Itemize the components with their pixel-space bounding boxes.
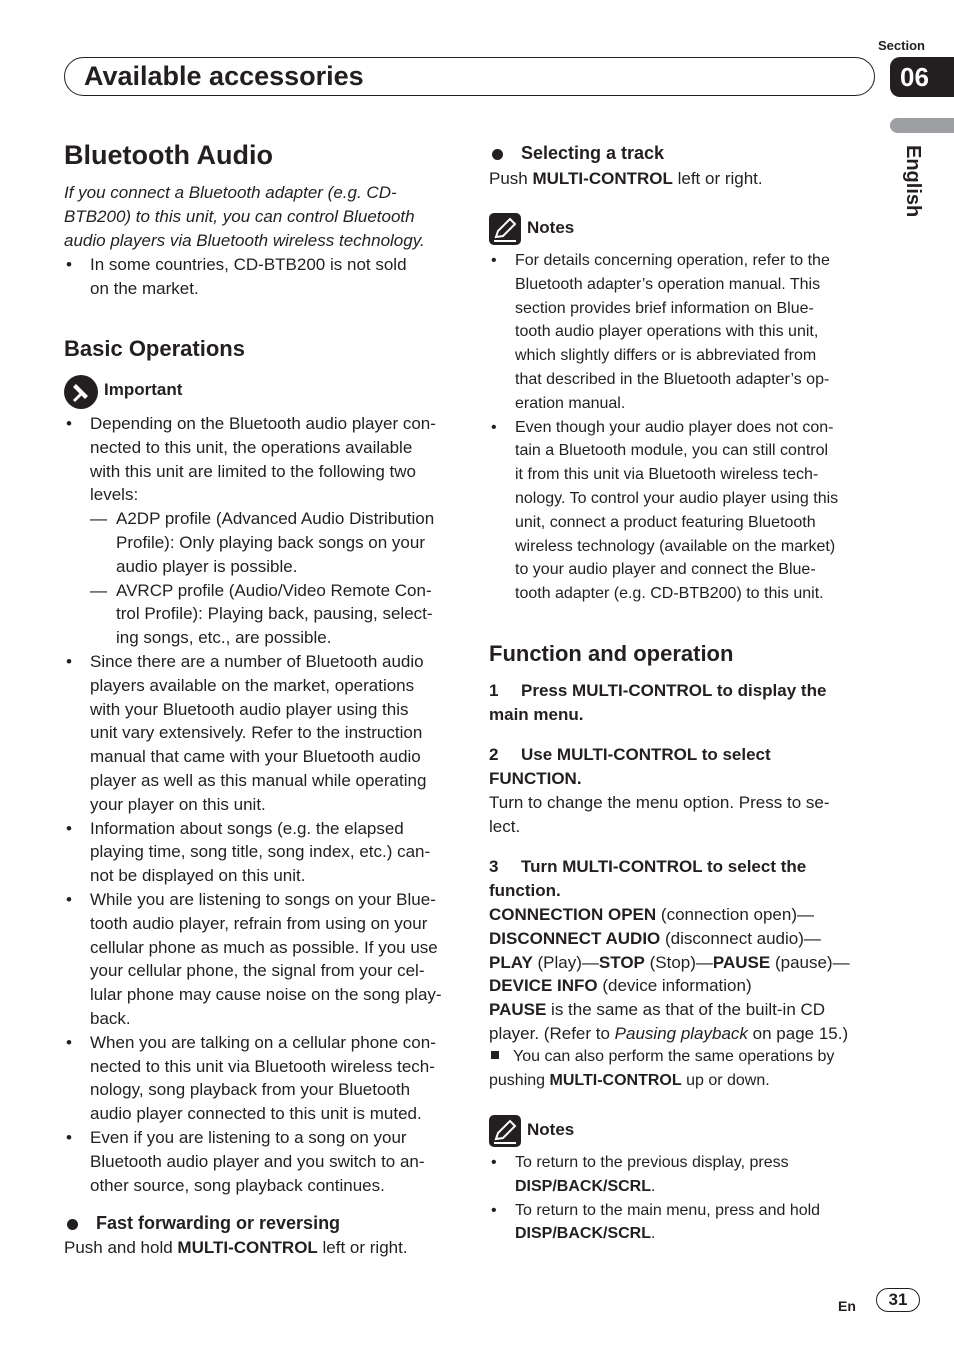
sub-list-item: — AVRCP profile (Audio/Video Remote Con- trol Profile): Playing back, pausing, select- ing songs, etc., are possible. bbox=[90, 579, 456, 650]
function-list: CONNECTION OPEN (connection open)— DISCONNECT AUDIO (disconnect audio)— PLAY (Play)—STOP (Stop)—PAUSE (pause)— DEVICE INFO (device information) PAUSE is the same as that of the built-in CD player. (Refer to Pausing playback on page 15.) bbox=[489, 905, 850, 1043]
notes-icon bbox=[489, 1115, 521, 1147]
sub-list bbox=[90, 507, 456, 650]
fast-forward-heading: Fast forwarding or reversing bbox=[96, 1213, 341, 1233]
basic-operations-heading: Basic Operations bbox=[64, 336, 245, 361]
page-title: Bluetooth Audio bbox=[64, 140, 273, 170]
list-item: • To return to the main menu, press and hold DISP/BACK/SCRL. bbox=[489, 1199, 874, 1247]
section-label: Section bbox=[878, 38, 925, 53]
page-number: 31 bbox=[876, 1288, 920, 1312]
heading-dot-icon bbox=[67, 1219, 78, 1230]
sub-list-item: — A2DP profile (Advanced Audio Distribution Profile): Only playing back songs on your audio player is possible. bbox=[90, 507, 456, 578]
language-tab bbox=[890, 118, 954, 133]
list-item: • In some countries, CD-BTB200 is not sold on the market. bbox=[64, 253, 456, 301]
notes-list bbox=[489, 249, 874, 606]
list-item: • Depending on the Bluetooth audio player con- nected to this unit, the operations available with this unit are limited to the following two levels: — A2DP profile (Advanced Audio Distribution Profile): Only playing back songs on your audio player is possible. — AVRCP profile (Audio/Video Remote Con- trol Profile): Playing back, pausing, select- ing songs, etc., are possible. bbox=[64, 412, 456, 650]
list-item: • To return to the previous display, press DISP/BACK/SCRL. bbox=[489, 1151, 874, 1199]
language-code: En bbox=[838, 1298, 856, 1314]
list-item: • Even if you are listening to a song on your Bluetooth audio player and you switch to an- other source, song playback continues. bbox=[64, 1126, 456, 1197]
list-item: • Since there are a number of Bluetooth audio players available on the market, operations with your Bluetooth audio player using this unit vary extensively. Refer to the instruction manual that came with your Bluetooth audio player as well as this manual while operating your player on this unit. bbox=[64, 650, 456, 817]
intro-paragraph: If you connect a Bluetooth adapter (e.g. CD- BTB200) to this unit, you can control Bluetooth audio players via Bluetooth wireless technology. bbox=[64, 183, 425, 250]
important-label: Important bbox=[104, 380, 183, 399]
list-item: • While you are listening to songs on your Blue- tooth audio player, refrain from using on your cellular phone as much as possible. If you use your cellular phone, the signal from your cel- lular phone may cause noise on the song play- back. bbox=[64, 888, 456, 1031]
function-operation-heading: Function and operation bbox=[489, 641, 734, 666]
important-icon bbox=[64, 375, 98, 409]
notes-label: Notes bbox=[527, 1120, 575, 1139]
list-item: • For details concerning operation, refer to the Bluetooth adapter’s operation manual. This section provides brief information on Blue- tooth audio player operations with this unit, which slightly differs or is abbreviated from that described in the Bluetooth adapter’s op- eration manual. bbox=[489, 249, 874, 416]
notes-list-2 bbox=[489, 1151, 874, 1246]
intro-bullet-list bbox=[64, 253, 456, 301]
square-bullet-icon bbox=[491, 1051, 499, 1059]
select-track-heading: Selecting a track bbox=[521, 143, 665, 163]
square-note: You can also perform the same operations by pushing MULTI-CONTROL up or down. bbox=[489, 1048, 835, 1089]
list-item: • Information about songs (e.g. the elapsed playing time, song title, song index, etc.) can- not be displayed on this unit. bbox=[64, 817, 456, 888]
language-label: English bbox=[902, 145, 924, 218]
list-item: • When you are talking on a cellular phone con- nected to this unit via Bluetooth wireless tech- nology, song playback from your Bluetooth audio player connected to this unit is muted. bbox=[64, 1031, 456, 1126]
heading-dot-icon bbox=[492, 149, 503, 160]
notes-label: Notes bbox=[527, 218, 575, 237]
important-bullet-list bbox=[64, 412, 456, 1197]
step-1: 1 Press MULTI-CONTROL to display the main menu. bbox=[489, 681, 827, 724]
step-2: 2 Use MULTI-CONTROL to select FUNCTION. bbox=[489, 745, 771, 788]
step-3: 3 Turn MULTI-CONTROL to select the function. bbox=[489, 857, 807, 900]
chapter-title: Available accessories bbox=[84, 61, 364, 91]
step-2-body: Turn to change the menu option. Press to se- lect. bbox=[489, 793, 830, 836]
section-number-badge: 06 bbox=[890, 57, 954, 97]
select-track-text: Push MULTI-CONTROL left or right. bbox=[489, 169, 763, 188]
fast-forward-text: Push and hold MULTI-CONTROL left or right. bbox=[64, 1238, 408, 1257]
notes-icon bbox=[489, 213, 521, 245]
list-item: • Even though your audio player does not con- tain a Bluetooth module, you can still control it from this unit via Bluetooth wireless tech- nology. To control your audio player using this unit, connect a product featuring Bluetooth wireless technology (available on the market) to your audio player and connect the Blue- tooth adapter (e.g. CD-BTB200) to this unit. bbox=[489, 416, 874, 606]
